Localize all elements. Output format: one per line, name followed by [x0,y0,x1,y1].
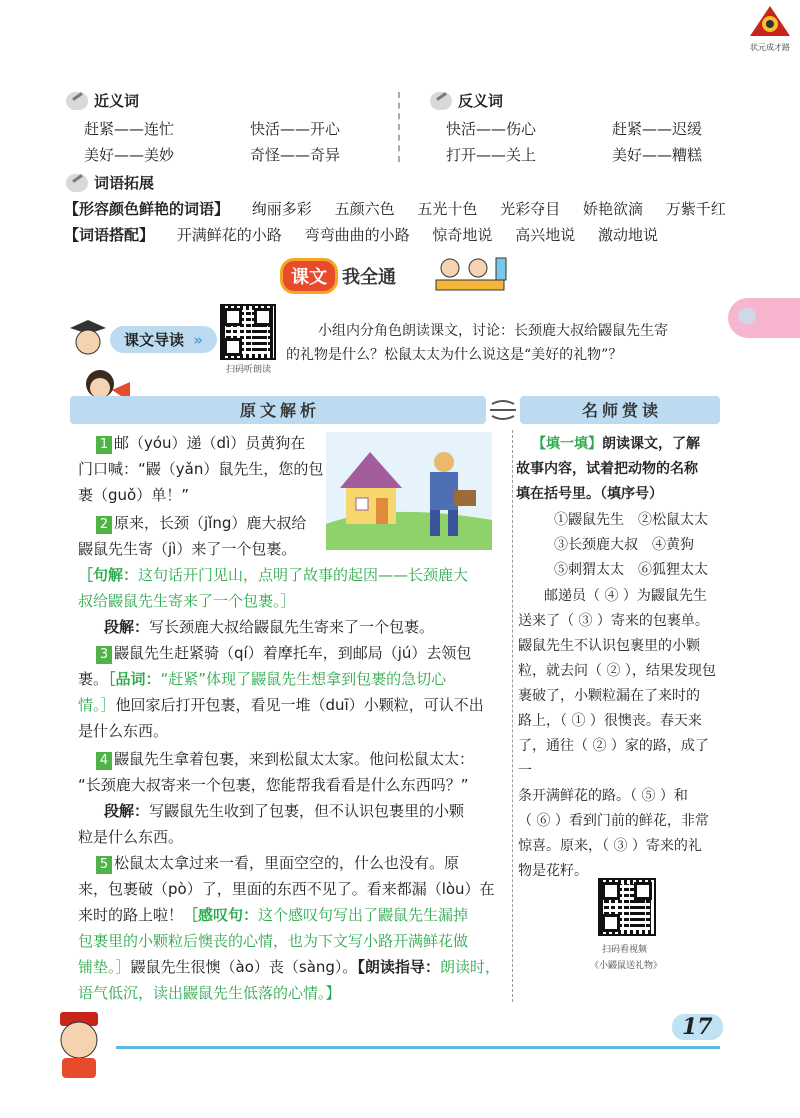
segment-note-2 [104,798,464,824]
video-title: 《小鼹鼠送礼物》 [590,961,663,971]
word: 万紫千红 [665,200,726,218]
text-line: “赶紧”体现了鼹鼠先生想拿到包裹的急切心 [160,670,447,688]
text-line: 邮递员（ ④ ）为鼹鼠先生 [544,588,707,604]
color-words-row [64,198,744,219]
analysis-banner-title: 原文解析 [240,401,321,420]
logo-icon [748,4,792,38]
guide-label [110,326,217,353]
footer-line [116,1046,720,1049]
word: 高兴地说 [515,226,576,244]
antonyms-title [430,90,503,111]
text-line: 写长颈鹿大叔给鼹鼠先生寄来了一个包裹。 [149,618,435,636]
note-label: 【朗读指导： [357,958,440,976]
text-line: 惊喜。原来，（ ③ ）寄来的礼 [518,838,702,854]
guide-qr-caption: 扫码听朗读 [226,365,272,375]
kewen-badge: 课文 [280,258,338,294]
paragraph-number: 1 [96,436,112,454]
pencil-icon [430,92,452,110]
collocation-row [64,224,676,245]
option-line: ⑤刺猬太太 ⑥狐狸太太 [554,562,708,578]
synonyms-title [66,90,139,111]
word: 五光十色 [417,200,478,218]
text-line: 叔给鼹鼠先生寄来了一个包裹。］ [78,592,296,610]
note-label: 段解： [104,802,150,820]
mouse-icon [738,308,756,324]
text-line: 包裹里的小颗粒后懊丧的心情，也为下文写小路开满鲜花做 [78,932,469,950]
guide-label-text: 课文导读 [124,331,185,349]
word: 五颜六色 [334,200,395,218]
text-line: 是什么东西。 [78,722,169,740]
word: 娇艳欲滴 [582,200,643,218]
story-illustration [326,432,492,550]
word: 绚丽多彩 [251,200,312,218]
options-list [554,508,708,583]
paragraph-5 [96,850,459,876]
text-line: 松鼠太太拿过来一看，里面空空的，什么也没有。原 [114,854,460,872]
synonym-pair: 美好——美妙 [84,146,175,164]
paragraph-1 [96,430,326,456]
text-line: 朗读时， [439,958,500,976]
text-line: 鼹鼠先生赶紧骑（qí）着摩托车，到邮局（jú）去领包 [114,644,472,662]
color-words-label: 【形容颜色鲜艳的词语】 [64,200,230,218]
text-line: 门口喊：“鼹（yǎn）鼠先生，您的包 [78,460,324,478]
note-label: ［品词： [108,670,161,688]
text-line: 物是花籽。 [518,863,588,879]
pencil-icon [66,174,88,192]
text-line: 来时的路上啦！ [78,906,184,924]
banner-link-icon [488,398,518,422]
text-line: 鼹鼠先生寄（jì）来了一个包裹。 [78,540,297,558]
sentence-note [78,562,468,588]
teacher-banner-title: 名师赏读 [582,401,663,420]
antonym-pair: 美好——糟糕 [612,146,703,164]
text-line: 粒，就去问（ ② ），结果发现包 [518,663,716,679]
guide-text-line2: 的礼物是什么？松鼠太太为什么说这是“美好的礼物”？ [286,347,623,363]
note-label: ［句解： [78,566,139,584]
option-line: ③长颈鹿大叔 ④黄狗 [554,537,694,553]
text-line: 写鼹鼠先生收到了包裹，但不认识包裹里的小颗 [149,802,465,820]
text-line: 这个感叹句写出了鼹鼠先生漏掉 [258,906,469,924]
page-number: 17 [672,1014,723,1040]
synonyms-title-text: 近义词 [94,92,140,110]
column-divider [512,430,513,1002]
antonym-pair: 快活——伤心 [446,120,537,138]
synonym-pair: 奇怪——奇异 [250,146,341,164]
paragraph-number: 3 [96,646,112,664]
text-line: 粒是什么东西。 [78,828,184,846]
section-divider [398,92,400,162]
text-line: 填在括号里。（填序号） [516,486,663,502]
text-line: 裹。 [78,670,109,688]
paragraph-2 [96,510,306,536]
segment-note-1 [104,614,434,640]
note-label: ［感叹句： [183,906,259,924]
video-qr-caption: 扫码看视频 [602,945,648,955]
teacher-illustration [62,318,114,362]
side-tab [728,298,800,338]
paragraph-5-line-3 [78,902,468,928]
double-arrow-icon: » [193,331,203,349]
paragraph-number: 5 [96,856,112,874]
note-label: 段解： [104,618,150,636]
text-line: 鼹鼠先生不认识包裹里的小颗 [518,638,700,654]
word: 弯弯曲曲的小路 [304,226,410,244]
paragraph-3 [96,640,471,666]
guide-qr-code[interactable] [220,304,276,360]
pencil-icon [66,92,88,110]
antonyms-title-text: 反义词 [458,92,504,110]
text-line: 他回家后打开包裹，看见一堆（duī）小颗粒，可认不出 [115,696,484,714]
text-line: 情。］ [78,696,116,714]
text-line: 故事内容，试着把动物的名称 [516,461,698,477]
synonym-pair: 赶紧——连忙 [84,120,175,138]
text-line: 鼹鼠先生拿着包裹，来到松鼠太太家。他问松鼠太太： [114,750,475,768]
text-line: 鼹鼠先生很懊（ào）丧（sàng）。 [130,958,358,976]
text-line: （ ⑥ ）看到门前的鲜花，非常 [518,813,709,829]
word: 光彩夺目 [500,200,561,218]
fill-in-passage [518,584,722,884]
guide-text-line1: 小组内分角色朗读课文，讨论：长颈鹿大叔给鼹鼠先生寄 [318,323,668,339]
text-line: 了，通往（ ② ）家的路，成了一 [518,738,709,779]
paragraph-number: 2 [96,516,112,534]
text-line: 送来了（ ③ ）寄来的包裹单。 [518,613,709,629]
text-line: 邮（yóu）递（dì）员黄狗在 [114,434,306,452]
text-line: 裹（guǒ）单！” [78,486,189,504]
fill-in-intro [516,432,700,507]
option-line: ①鼹鼠先生 ②松鼠太太 [554,512,708,528]
expand-title [66,172,154,193]
text-line: 原来，长颈（jǐng）鹿大叔给 [114,514,307,532]
text-line: 路上，（ ① ）很懊丧。春天来 [518,713,702,729]
paragraph-5-line-5 [78,954,500,980]
text-line: 来，包裹破（pò）了，里面的东西不见了。看来都漏（lòu）在 [78,880,495,898]
fill-in-tag: 【填一填】 [532,436,602,452]
kewen-heading [280,258,396,294]
logo [748,4,792,52]
text-line: 条开满鲜花的路。（ ⑤ ）和 [518,788,688,804]
logo-text: 状元成才路 [750,43,790,52]
text-line: 这句话开门见山，点明了故事的起因——长颈鹿大 [138,566,469,584]
text-line: 裹破了，小颗粒漏在了来时的 [518,688,700,704]
paragraph-number: 4 [96,752,112,770]
word: 惊奇地说 [432,226,493,244]
synonym-pair: 快活——开心 [250,120,341,138]
mascot-illustration [44,1010,114,1082]
word: 开满鲜花的小路 [176,226,282,244]
video-qr-code[interactable] [598,878,656,936]
antonym-pair: 打开——关上 [446,146,537,164]
text-line: 语气低沉，读出鼹鼠先生低落的心情。】 [78,984,341,1002]
antonym-pair: 赶紧——迟缓 [612,120,703,138]
text-line: “长颈鹿大叔寄来一个包裹，您能帮我看看是什么东西吗？” [78,776,469,794]
children-illustration [430,256,510,296]
text-line: 铺垫。］ [78,958,131,976]
text-line: 朗读课文，了解 [602,436,700,452]
expand-title-text: 词语拓展 [94,174,155,192]
paragraph-3-line-2 [78,666,446,692]
paragraph-3-line-3 [78,692,484,718]
word: 激动地说 [597,226,658,244]
collocation-label: 【词语搭配】 [64,226,155,244]
kewen-rest: 我全通 [342,267,396,288]
paragraph-4 [96,746,474,772]
